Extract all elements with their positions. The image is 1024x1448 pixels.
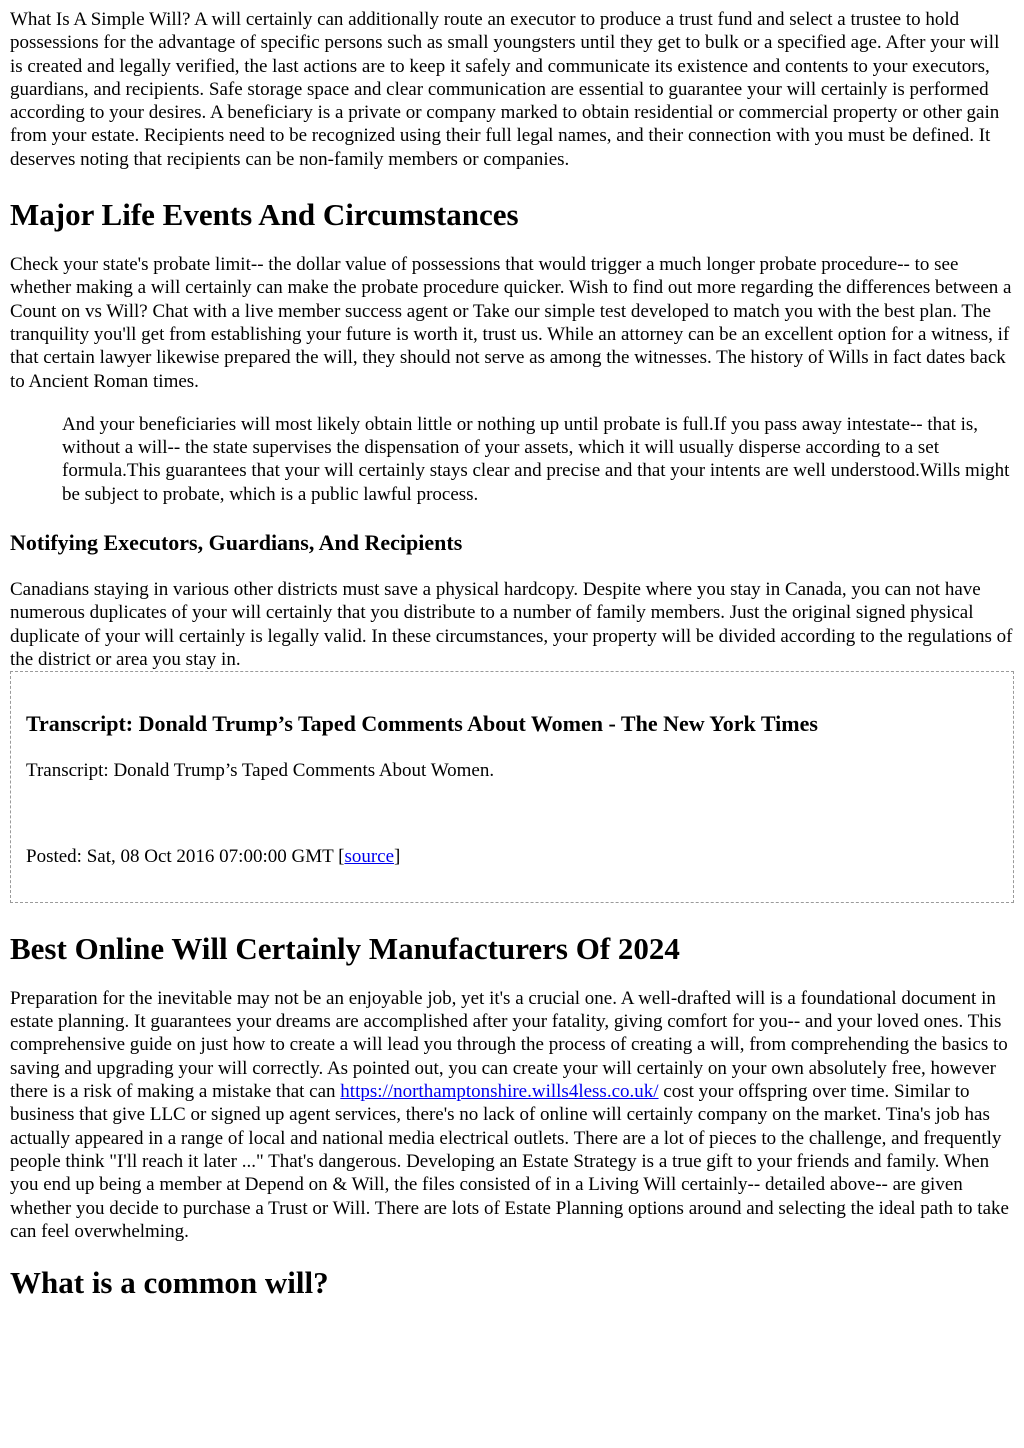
news-posted-line [26,845,998,868]
paragraph-text-before-link: Preparation for the inevitable may not be an enjoyable job, yet it's a crucial one. A well-drafted will is a foundational document in estate planning. It guarantees your dreams are accomplished after your fatality, giving comfort for you-- and your loved ones. This comprehensive guide on just how to create a will lead you through the process of creating a will, from comprehending the basics to saving and upgrading your will correctly. As pointed out, you can create your will certainly on your own absolutely free, however there is a risk of making a mistake that can [10,987,1008,1103]
blockquote-text: And your beneficiaries will most likely obtain little or nothing up until probate is full.If you pass away intestate-- that is, without a will-- the state supervises the dispensation of your assets, which it will usually disperse according to a set formula.This guarantees that your will certainly stays clear and precise and that your intents are well understood.Wills might be subject to probate, which is a public lawful process. [62,413,1010,505]
posted-suffix: ] [394,845,401,867]
major-life-events-paragraph: Check your state's probate limit-- the dollar value of possessions that would trigger a much longer probate procedure-- to see whether making a will certainly can make the probate procedure quicker. Wish to find out more regarding the differences between a Count on vs Will? Chat with a live member success agent or Take our simple test developed to match you with the best plan. The tranquility you'll get from establishing your future is worth it, trust us. While an attorney can be an excellent option for a witness, if that certain lawyer likewise prepared the will, they should not serve as among the witnesses. The history of Wills in fact dates back to Ancient Roman times. [10,254,1012,392]
intro-paragraph: What Is A Simple Will? A will certainly can additionally route an executor to produce a trust fund and select a trustee to hold possessions for the advantage of specific persons such as small youngsters until they get to bulk or a specified age. After your will is created and legally verified, the last actions are to keep it safely and communicate its existence and contents to your executors, guardians, and recipients. Safe storage space and clear communication are essential to guarantee your will certainly is performed according to your desires. A beneficiary is a private or company marked to obtain residential or commercial property or other gain from your estate. Recipients need to be recognized using their full legal names, and their connection with you must be defined. It deserves noting that recipients can be non-family members or companies. [10,9,1000,170]
beneficiaries-blockquote [62,413,1014,506]
source-link[interactable]: source [344,845,395,867]
news-excerpt-box [10,671,1014,903]
paragraph-text-after-link: cost your offspring over time. Similar to business that give LLC or signed up agent services, there's no lack of online will certainly company on the market. Tina's job has actually appeared in a range of local and national media electrical outlets. There are a lot of pieces to the challenge, and frequently people think "I'll reach it later ..." That's dangerous. Developing an Estate Strategy is a true gift to your friends and family. When you end up being a member at Depend on & Will, the files consisted of in a Living Will certainly-- detailed above-- are given whether you decide to purchase a Trust or Will. There are lots of Estate Planning options around and selecting the ideal path to take can feel overwhelming. [10,1081,1009,1242]
news-summary: Transcript: Donald Trump’s Taped Comments About Women. [26,760,495,782]
heading-common-will: What is a common will? [10,1265,329,1301]
heading-major-life-events: Major Life Events And Circumstances [10,197,519,233]
news-title: Transcript: Donald Trump’s Taped Comments About Women - The New York Times [26,711,818,737]
notifying-paragraph: Canadians staying in various other districts must save a physical hardcopy. Despite where you stay in Canada, you can not have numerous duplicates of your will certainly that you distribute to a number of family members. Just the original signed physical duplicate of your will certainly is legally valid. In these circumstances, your property will be divided according to the regulations of the district or area you stay in. [10,579,1013,670]
heading-best-online-will: Best Online Will Certainly Manufacturers Of 2024 [10,930,680,966]
heading-notifying-executors: Notifying Executors, Guardians, And Recipients [10,530,463,556]
wills4less-link[interactable]: https://northamptonshire.wills4less.co.uk/ [340,1081,659,1103]
posted-date: Posted: Sat, 08 Oct 2016 07:00:00 GMT [ [26,845,345,867]
best-online-will-paragraph [10,987,1014,1243]
